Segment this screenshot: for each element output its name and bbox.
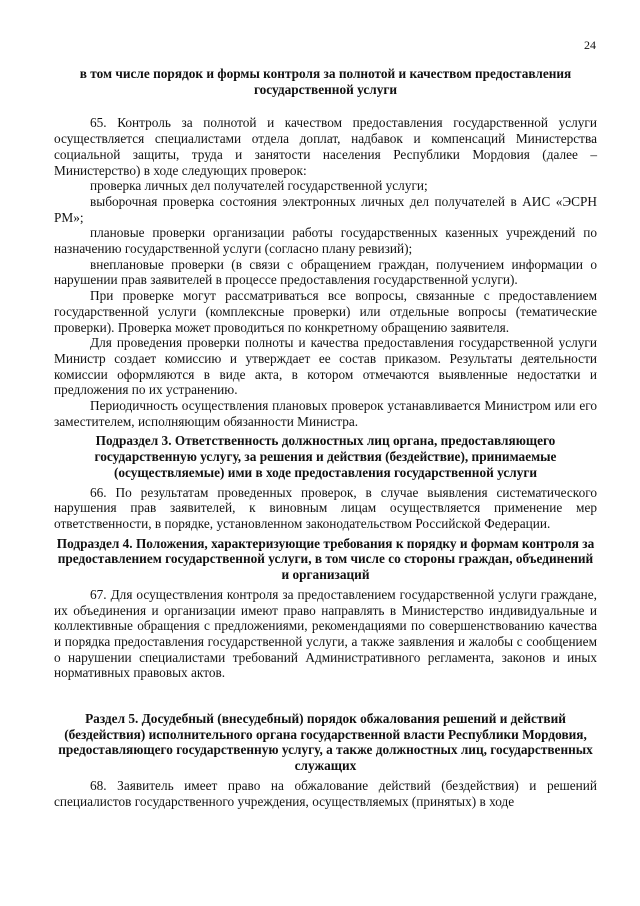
section-heading: в том числе порядок и формы контроля за полнотой и качеством предоставления государственной услуги (79, 66, 572, 97)
section-heading: Подраздел 4. Положения, характеризующие требования к порядку и формам контроля за предоставлением государственной услуги, в том числе со стороны граждан, объединений и организаций (56, 535, 595, 583)
paragraph: 68. Заявитель имеет право на обжалование действий (бездействия) и решений специалистов государственного учреждения, осуществляемых (принятых) в ходе (54, 777, 597, 809)
paragraph: Периодичность осуществления плановых проверок устанавливается Министром или его заместителем, исполняющим обязанности Министра. (54, 398, 597, 429)
spacer (54, 681, 597, 711)
paragraph: При проверке могут рассматриваться все вопросы, связанные с предоставлением государственной услуги (комплексные проверки) или отдельные вопросы (тематические проверки). Проверка может проводиться по конкретному обращению заявителя. (54, 288, 597, 335)
paragraph: 65. Контроль за полнотой и качеством предоставления государственной услуги осуществляется специалистами отдела доплат, надбавок и компенсаций Министерства социальной защиты, труда и занятости населения Республики Мордовия (далее – Министерство) в ходе следующих проверок: (54, 115, 597, 178)
section-heading: Раздел 5. Досудебный (внесудебный) порядок обжалования решений и действий (бездействия) исполнительного органа государственной власти Республики Мордовия, предоставляющего государственную услугу, а также должностных лиц, государственных служащих (58, 711, 593, 774)
page-number: 24 (584, 38, 596, 52)
spacer (54, 97, 597, 115)
paragraph: плановые проверки организации работы государственных казенных учреждений по назначению государственной услуги (согласно плану ревизий); (54, 225, 597, 257)
paragraph: Для проведения проверки полноты и качества предоставления государственной услуги Министр создает комиссию и утверждает ее состав приказом. Результаты деятельности комиссии оформляются в виде акта, в котором отмечаются выявленные недостатки и предложения по их устранению. (54, 335, 597, 398)
paragraph: 67. Для осуществления контроля за предоставлением государственной услуги граждане, их объединения и организации имеют право направлять в Министерство индивидуальные и коллективные обращения с предложениями, рекомендациями по совершенствованию качества и порядка предоставления государственной услуги, а также заявления и жалобы с сообщением о нарушении специалистами требований Административного регламента, законов и иных нормативных правовых актов. (54, 586, 597, 681)
paragraph: 66. По результатам проведенных проверок, в случае выявления систематического нарушения прав заявителей, к виновным лицам осуществляется применение мер ответственности, в порядке, установленном законодательством Российской Федерации. (54, 484, 597, 531)
document-body (54, 66, 597, 809)
paragraph: проверка личных дел получателей государственной услуги; (90, 178, 428, 194)
section-heading: Подраздел 3. Ответственность должностных лиц органа, предоставляющего государственную услугу, за решения и действия (бездействие), принимаемые (осуществляемые) ими в ходе предоставления государственной услуги (94, 433, 557, 480)
paragraph: внеплановые проверки (в связи с обращением граждан, получением информации о нарушении прав заявителей в процессе предоставления государственной услуги). (54, 256, 597, 288)
paragraph: выборочная проверка состояния электронных личных дел получателей в АИС «ЭСРН РМ»; (54, 193, 597, 225)
